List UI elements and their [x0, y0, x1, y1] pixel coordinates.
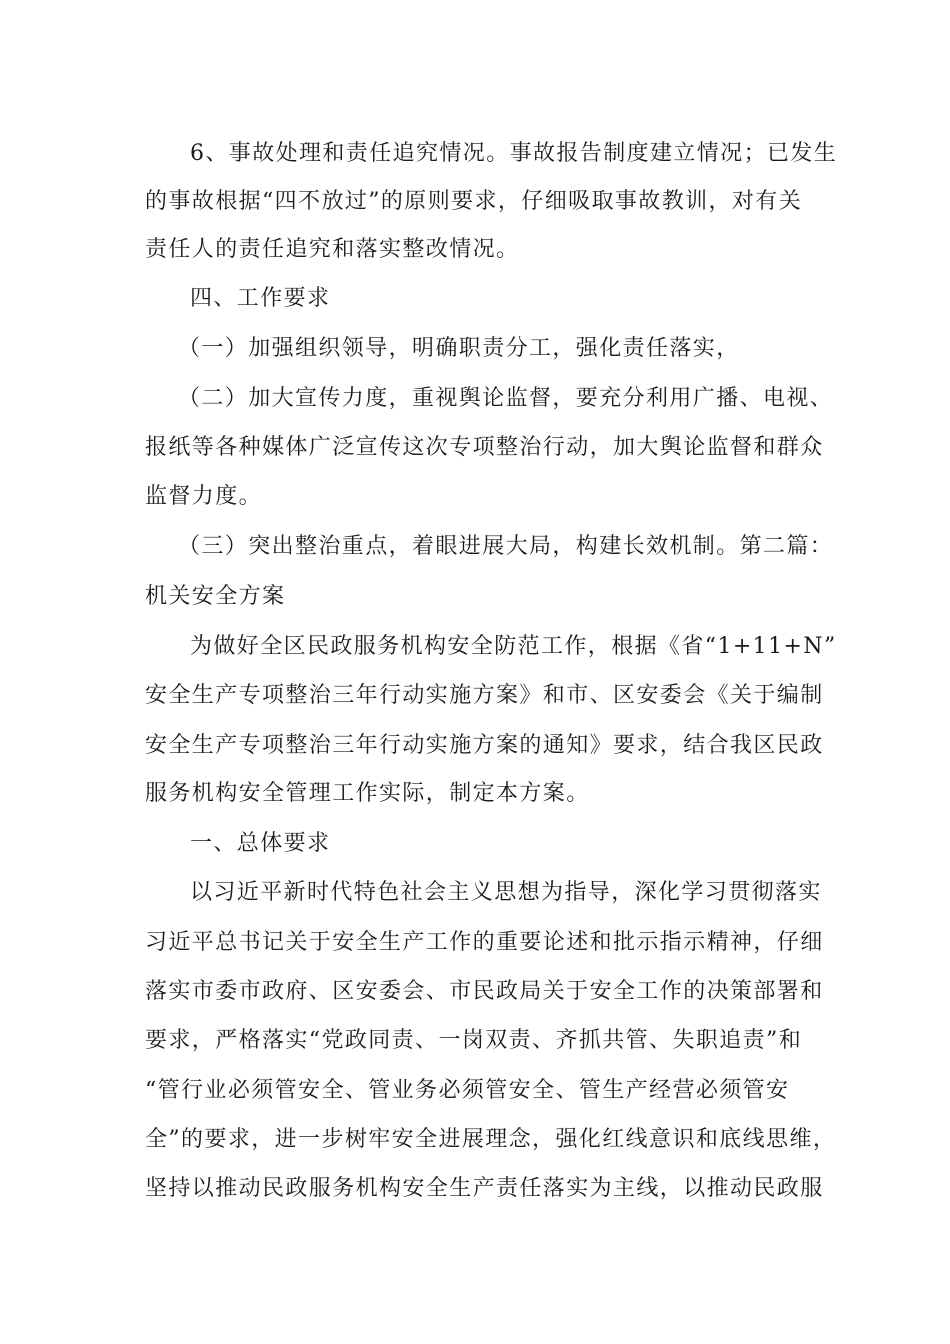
- paragraph-line: 坚持以推动民政服务机构安全生产责任落实为主线，以推动民政服: [145, 1176, 824, 1201]
- paragraph-line: 责任人的责任追究和落实整改情况。: [145, 237, 520, 262]
- paragraph-line: 安全生产专项整治三年行动实施方案的通知》要求，结合我区民政: [145, 733, 824, 758]
- paragraph-line: 全”的要求，进一步树牢安全进展理念，强化红线意识和底线思维，: [145, 1127, 837, 1152]
- paragraph-line: “管行业必须管安全、管业务必须管安全、管生产经营必须管安: [145, 1078, 790, 1103]
- paragraph-line: 监督力度。: [145, 484, 263, 509]
- paragraph-line: 服务机构安全管理工作实际，制定本方案。: [145, 781, 590, 806]
- paragraph-line: 落实市委市政府、区安委会、市民政局关于安全工作的决策部署和: [145, 979, 824, 1004]
- paragraph-line: （三）突出整治重点，着眼进展大局，构建长效机制。第二篇：: [178, 534, 834, 559]
- paragraph-line: 为做好全区民政服务机构安全防范工作，根据《省“1+11+N”: [190, 634, 837, 659]
- paragraph-line: 习近平总书记关于安全生产工作的重要论述和批示指示精神，仔细: [145, 930, 824, 955]
- section-heading: 四、工作要求: [190, 286, 331, 311]
- article-title: 机关安全方案: [145, 584, 286, 609]
- paragraph-line: 以习近平新时代特色社会主义思想为指导，深化学习贯彻落实: [190, 880, 822, 905]
- paragraph-line: （二）加大宣传力度，重视舆论监督，要充分利用广播、电视、: [178, 386, 834, 411]
- paragraph-line: （一）加强组织领导，明确职责分工，强化责任落实，: [178, 336, 740, 361]
- paragraph-line: 报纸等各种媒体广泛宣传这次专项整治行动，加大舆论监督和群众: [145, 435, 824, 460]
- paragraph-line: 要求，严格落实“党政同责、一岗双责、齐抓共管、失职追责”和: [145, 1028, 803, 1053]
- paragraph-line: 的事故根据“四不放过”的原则要求，仔细吸取事故教训，对有关: [145, 189, 803, 214]
- section-heading: 一、总体要求: [190, 831, 331, 856]
- paragraph-line: 6、事故处理和责任追究情况。事故报告制度建立情况；已发生: [190, 141, 838, 166]
- paragraph-line: 安全生产专项整治三年行动实施方案》和市、区安委会《关于编制: [145, 683, 824, 708]
